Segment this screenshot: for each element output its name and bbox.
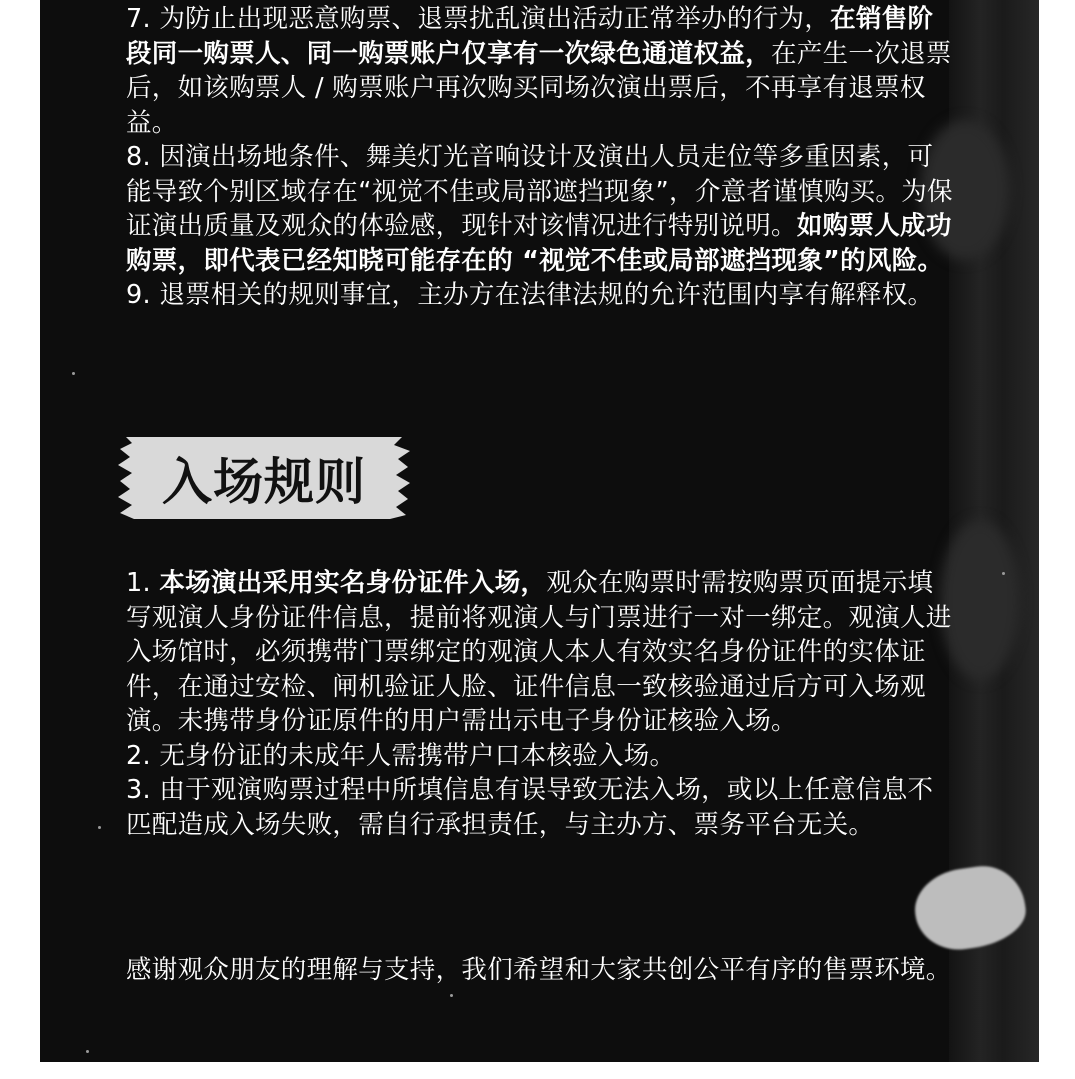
thanks-note (126, 953, 956, 988)
rule-7-text: 7. 为防止出现恶意购票、退票扰乱演出活动正常举办的行为， (126, 4, 831, 34)
rule-item-9: 9. 退票相关的规则事宜，主办方在法律法规的允许范围内享有解释权。 (126, 280, 934, 310)
rule-7-bold: 在销售阶段同一购票人、同一购票账户仅享有一次绿色通道权益， (126, 4, 934, 69)
entry-item-3: 3. 由于观演购票过程中所填信息有误导致无法入场，或以上任意信息不匹配造成入场失败，需自行承担责任，与主办方、票务平台无关。 (126, 775, 934, 840)
rule-item-8 (126, 140, 956, 278)
rule-item-7 (126, 2, 956, 140)
dust-speck (450, 994, 453, 997)
section-heading-banner (118, 437, 410, 519)
poster-background (40, 0, 1039, 1062)
section-heading: 入场规则 (162, 452, 366, 511)
entry-1-bold: 本场演出采用实名身份证件入场， (159, 568, 547, 598)
refund-rules (126, 2, 956, 313)
rule-7-suffix: 在产生一次退票后，如该购票人 / 购票账户再次购买同场次演出票后，不再享有退票权益。 (126, 38, 952, 138)
entry-item-1 (126, 566, 956, 739)
rule-8-bold: 如购票人成功购票，即代表已经知晓可能存在的 “视觉不佳或局部遮挡现象”的风险。 (126, 211, 952, 276)
thanks-text: 感谢观众朋友的理解与支持，我们希望和大家共创公平有序的售票环境。 (126, 955, 952, 985)
entry-1-text: 观众在购票时需按购票页面提示填写观演人身份证件信息，提前将观演人与门票进行一对一绑定。观演人进入场馆时，必须携带门票绑定的观演人本人有效实名身份证件的实体证件，在通过安检、闸机验证人脸、证件信息一致核验通过后方可入场观演。未携带身份证原件的用户需出示电子身份证核验入场。 (126, 568, 952, 736)
entry-item-2: 2. 无身份证的未成年人需携带户口本核验入场。 (126, 740, 676, 771)
dust-speck (1002, 572, 1005, 575)
rule-8-text: 8. 因演出场地条件、舞美灯光音响设计及演出人员走位等多重因素，可能导致个别区域存在“视觉不佳或局部遮挡现象”，介意者谨慎购买。为保证演出质量及观众的体验感，现针对该情况进行特别说明。 (126, 142, 953, 241)
dust-speck (98, 826, 101, 829)
dust-speck (86, 1050, 89, 1053)
entry-1-number: 1. (126, 568, 160, 598)
entry-rules (126, 566, 956, 842)
dust-speck (72, 372, 75, 375)
